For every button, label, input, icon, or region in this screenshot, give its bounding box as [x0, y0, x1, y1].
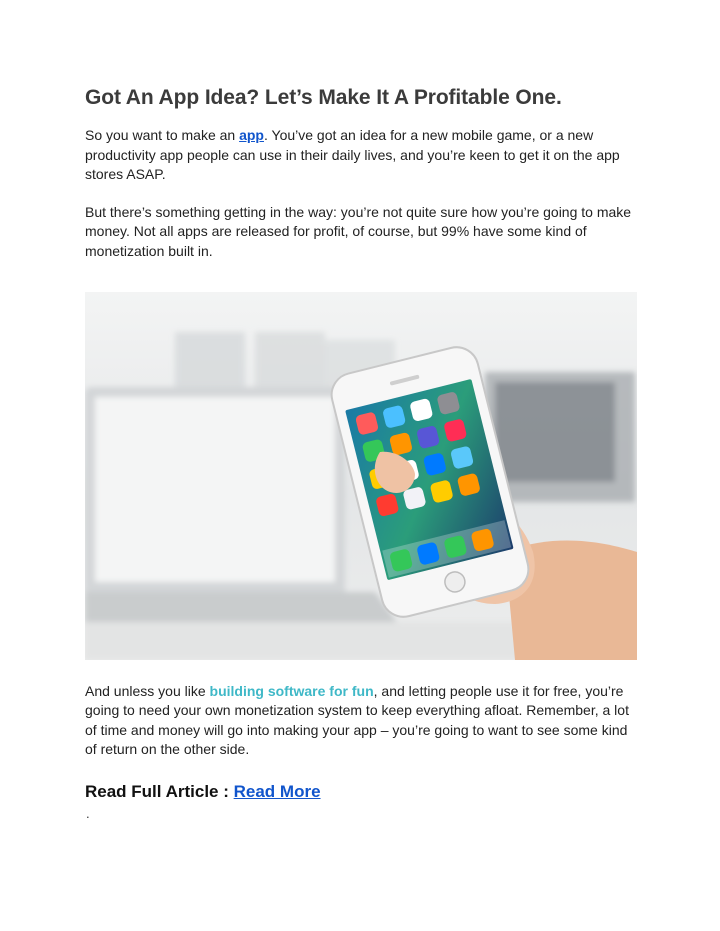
paragraph-intro-text-after: . You’ve got an idea for a new mobile game, or a new productivity app people can use in their daily lives, and you’re keen to get it on the app stores ASAP. [85, 127, 620, 183]
article [85, 84, 637, 804]
read-full-article [85, 780, 637, 804]
paragraph-intro [85, 126, 637, 185]
app-link[interactable]: app [239, 127, 264, 143]
read-full-label: Read Full Article : [85, 781, 234, 801]
photo-illustration [85, 292, 637, 660]
building-software-link[interactable]: building software for fun [209, 682, 374, 699]
paragraph-fun-text-before: And unless you like [85, 682, 210, 699]
paragraph-fun [85, 682, 637, 760]
trailing-dot: . [86, 806, 90, 821]
article-title: Got An App Idea? Let’s Make It A Profitable One. [85, 86, 562, 109]
paragraph-fun-text-after: , and letting people use it for free, you’re going to need your own monetization system to keep everything afloat. Remember, a lot of time and money will go into making your app – you’re going to want to see some kind of return on the other side. [85, 682, 629, 758]
paragraph-monetization: But there’s something getting in the way: you’re not quite sure how you’re going to make money. Not all apps are released for profit, of course, but 99% have some kind of monetization built in. [85, 203, 632, 259]
paragraph-intro-text-before: So you want to make an [85, 127, 240, 143]
hand-holding-smartphone-photo [85, 292, 637, 660]
read-more-link[interactable]: Read More [233, 781, 321, 801]
